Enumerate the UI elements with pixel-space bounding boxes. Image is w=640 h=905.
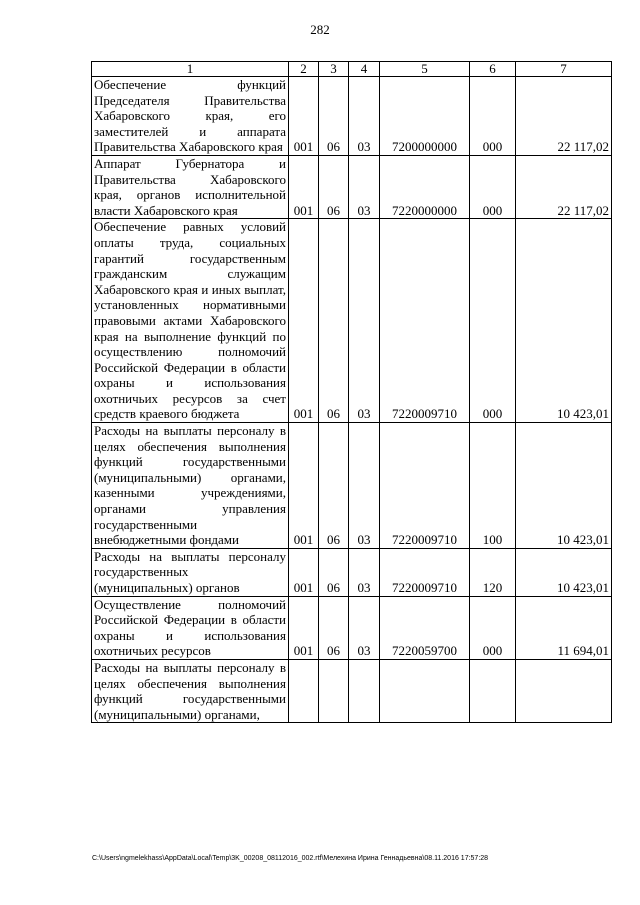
expense-type-code: 000 [470, 77, 516, 156]
table-header-row [92, 62, 612, 77]
target-article-code: 7220059700 [380, 596, 470, 659]
amount: 10 423,01 [516, 219, 612, 423]
table-row [92, 77, 612, 156]
amount: 10 423,01 [516, 548, 612, 596]
target-article-code [380, 659, 470, 722]
row-description: Обеспечение функций Председателя Правительства Хабаровского края, его заместителей и аппарата Правительства Хабаровского края [92, 77, 289, 156]
admin-code: 001 [289, 596, 319, 659]
expense-type-code [470, 659, 516, 722]
amount: 11 694,01 [516, 596, 612, 659]
target-article-code: 7220009710 [380, 219, 470, 423]
section-code: 06 [319, 548, 349, 596]
section-code: 06 [319, 423, 349, 549]
page-number: 282 [310, 22, 330, 37]
target-article-code: 7200000000 [380, 77, 470, 156]
section-code: 06 [319, 219, 349, 423]
expense-type-code: 000 [470, 219, 516, 423]
row-description: Осуществление полномочий Российской Федерации в области охраны и использования охотничьих ресурсов [92, 596, 289, 659]
amount: 10 423,01 [516, 423, 612, 549]
subsection-code: 03 [349, 423, 380, 549]
subsection-code [349, 659, 380, 722]
expense-type-code: 000 [470, 155, 516, 218]
column-header: 7 [516, 62, 612, 77]
column-header: 2 [289, 62, 319, 77]
row-description: Расходы на выплаты персоналу в целях обеспечения выполнения функций государственными (муниципальными) органами, казенными учреждениями, органами управления государственными внебюджетными фондами [92, 423, 289, 549]
column-header: 5 [380, 62, 470, 77]
subsection-code: 03 [349, 548, 380, 596]
column-header: 3 [319, 62, 349, 77]
expense-type-code: 100 [470, 423, 516, 549]
admin-code: 001 [289, 548, 319, 596]
admin-code: 001 [289, 423, 319, 549]
table-row [92, 423, 612, 549]
amount [516, 659, 612, 722]
amount: 22 117,02 [516, 155, 612, 218]
section-code [319, 659, 349, 722]
admin-code: 001 [289, 77, 319, 156]
subsection-code: 03 [349, 219, 380, 423]
budget-table [91, 61, 612, 723]
subsection-code: 03 [349, 155, 380, 218]
expense-type-code: 120 [470, 548, 516, 596]
table-row [92, 596, 612, 659]
admin-code [289, 659, 319, 722]
row-description: Расходы на выплаты персоналу государственных (муниципальных) органов [92, 548, 289, 596]
column-header: 6 [470, 62, 516, 77]
table-row [92, 659, 612, 722]
section-code: 06 [319, 77, 349, 156]
subsection-code: 03 [349, 596, 380, 659]
admin-code: 001 [289, 155, 319, 218]
table-row [92, 155, 612, 218]
row-description: Расходы на выплаты персоналу в целях обеспечения выполнения функций государственными (муниципальными) органами, [92, 659, 289, 722]
table-row [92, 548, 612, 596]
row-description: Обеспечение равных условий оплаты труда, социальных гарантий государственным гражданским служащим Хабаровского края и иных выплат, установленных нормативными правовыми актами Хабаровского края на выполнение функций по осуществлению полномочий Российской Федерации в области охраны и использования охотничьих ресурсов за счет средств краевого бюджета [92, 219, 289, 423]
row-description: Аппарат Губернатора и Правительства Хабаровского края, органов исполнительной власти Хабаровского края [92, 155, 289, 218]
target-article-code: 7220000000 [380, 155, 470, 218]
amount: 22 117,02 [516, 77, 612, 156]
expense-type-code: 000 [470, 596, 516, 659]
subsection-code: 03 [349, 77, 380, 156]
column-header: 1 [92, 62, 289, 77]
section-code: 06 [319, 155, 349, 218]
section-code: 06 [319, 596, 349, 659]
target-article-code: 7220009710 [380, 423, 470, 549]
target-article-code: 7220009710 [380, 548, 470, 596]
table-row [92, 219, 612, 423]
file-path-footer: C:\Users\ngmelekhass\AppData\Local\Temp\3K_00208_08112016_002.rtf\Мелехина Ирина Геннадьевна\08.11.2016 17:57:28 [92, 855, 489, 862]
column-header: 4 [349, 62, 380, 77]
admin-code: 001 [289, 219, 319, 423]
